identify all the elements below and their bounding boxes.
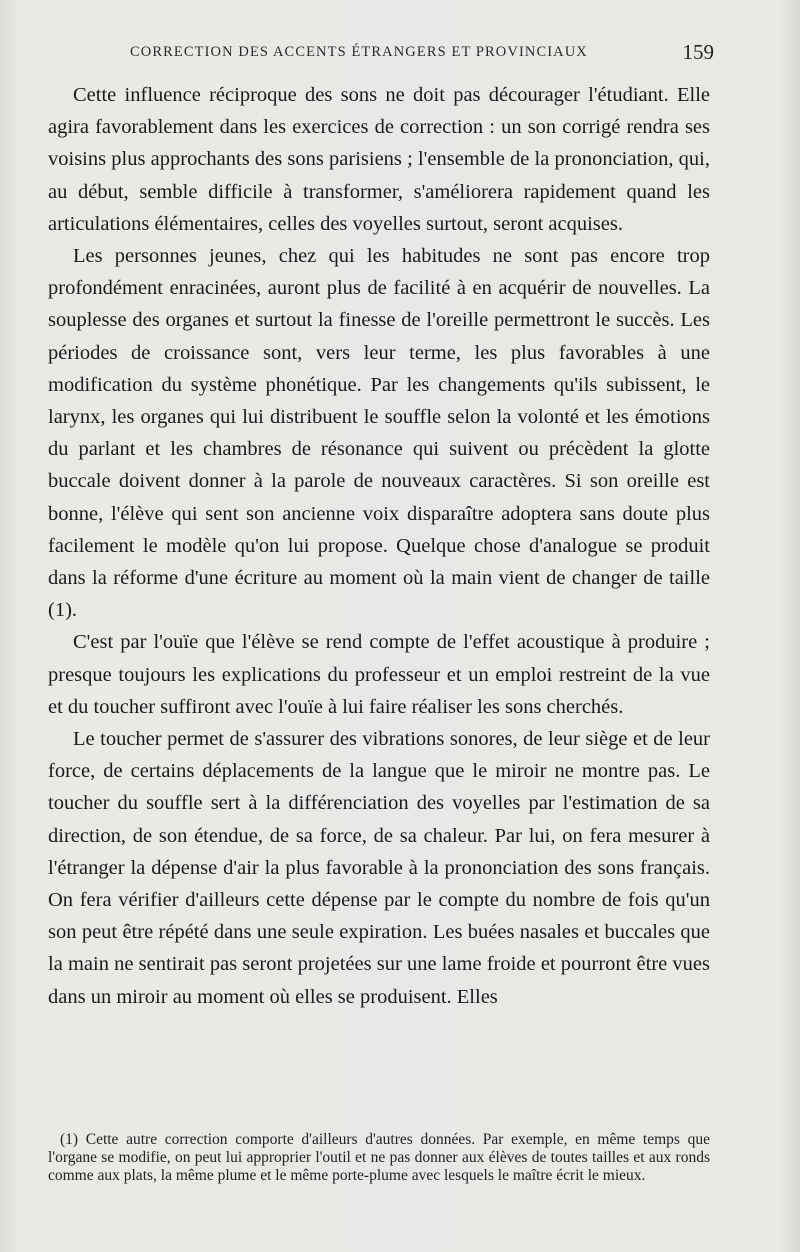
- paragraph: [48, 79, 710, 240]
- paragraph: [48, 240, 710, 626]
- paragraph-text: C'est par l'ouïe que l'élève se rend compte de l'effet acoustique à produire ; presque toujours les explications du professeur et un emploi restreint de la vue et du toucher suffiront avec l'ouïe à lui faire réaliser les sons cherchés.: [48, 631, 710, 718]
- paragraph-text: Le toucher permet de s'assurer des vibrations sonores, de leur siège et de leur force, de certains déplacements de la langue que le miroir ne montre pas. Le toucher du souffle sert à la différenciation des voyelles par l'estimation de sa direction, de son étendue, de sa force, de sa chaleur. Par lui, on fera mesurer à l'étranger la dépense d'air la plus favorable à la prononciation des sons français. On fera vérifier d'ailleurs cette dépense par le compte du nombre de fois qu'un son peut être répété dans une seule expiration. Les buées nasales et buccales que la main ne sentirait pas seront projetées sur une lame froide et pourront être vues dans un miroir au moment où elles se produisent. Elles: [48, 728, 710, 1008]
- running-head: CORRECTION DES ACCENTS ÉTRANGERS ET PROVINCIAUX: [130, 44, 588, 60]
- page-header: [50, 40, 714, 68]
- paragraph-text: Les personnes jeunes, chez qui les habitudes ne sont pas encore trop profondément enracinées, auront plus de facilité à en acquérir de nouvelles. La souplesse des organes et surtout la finesse de l'oreille permettront le succès. Les périodes de croissance sont, vers leur terme, les plus favorables à une modification du système phonétique. Par les changements qu'ils subissent, le larynx, les organes qui lui distribuent le souffle selon la volonté et les émotions du parlant et les chambres de résonance qui suivent ou précèdent la glotte buccale doivent donner à la parole de nouveaux caractères. Si son oreille est bonne, l'élève qui sent son ancienne voix disparaître adoptera sans doute plus facilement le modèle qu'on lui propose. Quelque chose d'analogue se produit dans la réforme d'une écriture au moment où la main vient de changer de taille (1).: [48, 245, 710, 622]
- body-text: [48, 79, 710, 1013]
- footnote-text: (1) Cette autre correction comporte d'ailleurs d'autres données. Par exemple, en même temps que l'organe se modifie, on peut lui approprier l'outil et ne pas donner aux élèves de toutes tailles et aux ronds comme aux plats, la même plume et le même porte-plume avec lesquels le maître écrit le mieux.: [48, 1131, 710, 1185]
- footnote: [48, 1131, 710, 1186]
- paragraph: [48, 723, 710, 1013]
- page-number: 159: [682, 40, 714, 64]
- paragraph-text: Cette influence réciproque des sons ne doit pas décourager l'étudiant. Elle agira favorablement dans les exercices de correction : un son corrigé rendra ses voisins plus approchants des sons parisiens ; l'ensemble de la prononciation, qui, au début, semble difficile à transformer, s'améliorera rapidement quand les articulations élémentaires, celles des voyelles surtout, seront acquises.: [48, 84, 710, 235]
- paragraph: [48, 626, 710, 723]
